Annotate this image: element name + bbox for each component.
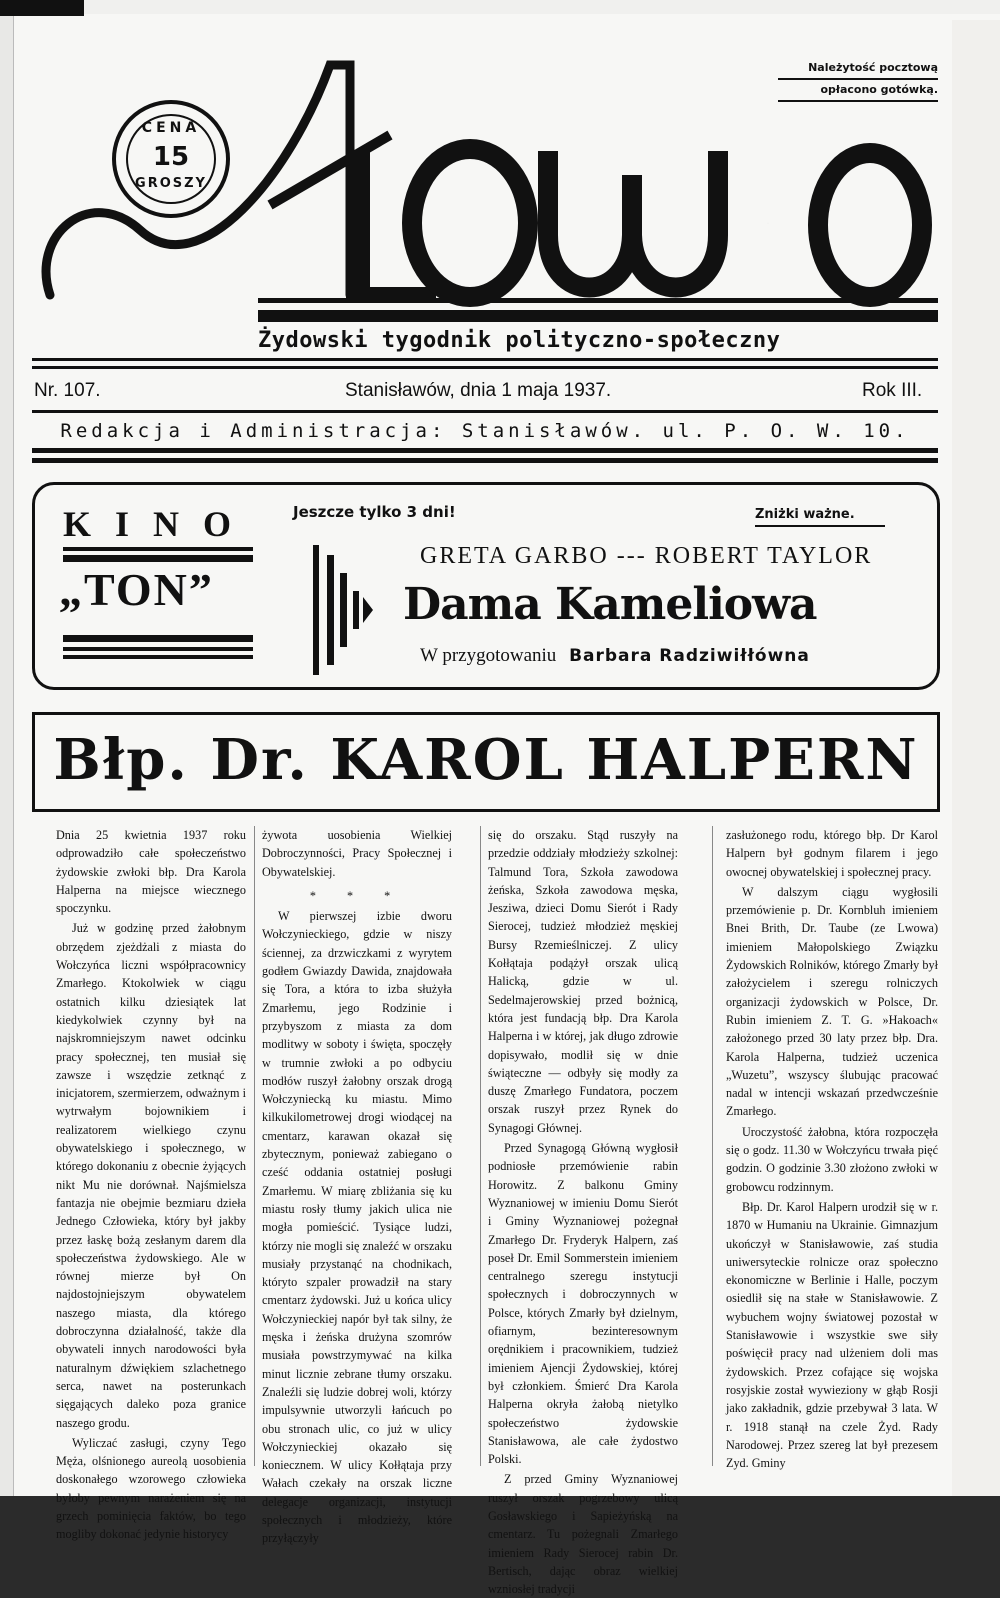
ad-ton-rule (63, 647, 253, 651)
ad-kino-rule (63, 547, 253, 551)
price-stamp-label: CENA (116, 120, 226, 136)
postal-notice (778, 58, 938, 102)
cinema-advertisement (32, 482, 940, 690)
masthead-rule (32, 366, 938, 369)
article-paragraph: W dalszym ciągu wygłosili przemówienie p. Dr. Kornbluh imieniem Bnei Brith, Dr. Taube (ze Lwowa) imieniem Małopolskiego Związku Żydowskich Rolników, którego Zmarły był założycielem i szeregu rolniczych organizacji żydowskich w Polsce, Dr. Rubin imieniem Z. T. G. »Hakoach« założonego przed 30 laty przez błp. Dra. Karola Halperna, tudzież uczenica „Wuzetu”, wszyscy ślubując pracować nadal w intencji wskazań przedwcześnie Zmarłego. (726, 883, 938, 1121)
address-rule (32, 448, 938, 453)
address-rule (32, 410, 938, 413)
headline-frame (32, 712, 940, 812)
article-paragraph: Przed Synagogą Główną wygłosił podniosłe przemówienie rabin Horowitz. Z balkonu Gminy Wyznaniowej w imieniu Domu Sierót i Gminy Wyznaniowej pożegnał Zmarłego Dr. Fryderyk Halpern, zaś poseł Dr. Emil Sommerstein imieniem centralnego szeregu instytucji społecznych i dobroczynnych w Polsce, których Zmarły był dzielnym, ofiarnym, bezinteresownym orędnikiem i pracownikiem, tudzież imieniem Ajencji Żydowskiej, której był członkiem. Śmierć Dra Karola Halperna okryła żałobą nietylko społeczeństwo żydowskie Stanisławowa, ale całe żydostwo Polski. (488, 1139, 678, 1468)
price-stamp-unit: GROSZY (116, 176, 226, 191)
page-top-edge (0, 0, 1000, 14)
ad-kino-rule (63, 555, 253, 562)
ad-upcoming-label: W przygotowaniu (420, 645, 556, 666)
ad-cinema-name: „TON” (59, 563, 214, 616)
masthead-subtitle: Żydowski tygodnik polityczno-społeczny (258, 328, 938, 353)
postal-notice-line: Należytość pocztową (778, 58, 938, 80)
price-stamp-value: 15 (116, 142, 226, 172)
postal-notice-line: opłacono gotówką. (778, 80, 938, 102)
page-left-edge (0, 0, 14, 1496)
editorial-address: Redakcja i Administracja: Stanisławów. ul. P. O. W. 10. (32, 420, 938, 442)
article-paragraph: Błp. Dr. Karol Halpern urodził się w r. 1870 w Humaniu na Ukrainie. Gimnazjum ukończył w Stanisławowie, zaś studia uniwersyteckie rolnicze oraz społeczno ekonomiczne w Berlinie i Halle, poczym osiedlił się na stałe w Stanisławowie. Z wybuchem wojny światowej pozostał w Stanisławowie i wszystkie swe siły poświęcił pracy nad ulżeniem doli mas żydowskich. Przez cofające się wojska rosyjskie został wywieziony w głąb Rosji jako zakładnik, gdzie przebywał 3 lata. W r. 1918 stanął na czele Żyd. Rady Narodowej. Przez szereg lat był prezesem Zyd. Gminy (726, 1198, 938, 1472)
article-paragraph: zasłużonego rodu, którego błp. Dr Karol Halpern był godnym filarem i jego owocnej obywatelskiej i społecznej pracy. (726, 826, 938, 881)
scan-corner-mark (0, 0, 84, 16)
masthead-rule (258, 298, 938, 303)
headline: Błp. Dr. KAROL HALPERN (35, 727, 937, 793)
cinema-emblem-icon (313, 545, 373, 675)
ad-film-title: Dama Kameliowa (403, 579, 817, 630)
ad-ton-rule (63, 655, 253, 659)
column-rule (480, 826, 481, 1466)
ad-upcoming (420, 645, 810, 667)
ad-ton-rule (63, 635, 253, 642)
article-paragraph: Już w godzinę przed żałobnym obrzędem zjeżdżali z miasta do Wołczyńca liczni współpracownicy Zmarłego. Ktokolwiek w ciągu ostatnich kilku dziesiątek lat kiedykolwiek czynny był na najskromniejszym nawet odcinku pracy społecznej, ten musiał się zawsze i wszędzie zetknąć z inicjatorem, szermierzem, odważnym i wytrwałym bojownikiem i realizatorem wielkiego czynu obywatelskiego i społecznego, w którego dokonaniu z obecnie żyjących nikt Mu nie dorównał. Najśmielsza fantazja nie obejmie bezmiaru dzieła Jednego Człowieka, który był jakby przez łaskę bożą zesłanym darem dla społeczeństwa żydowskiego. Ale w równej mierze był On najdostojniejszym obywatelem naszego miasta, dla którego dobroczynna działalność, także dla obywateli innych narodowości była naturalnym dźwiękiem szlachetnego serca, nawet na posterunkach sięgających daleko poza granice naszego grodu. (56, 919, 246, 1431)
article-paragraph: żywota uosobienia Wielkiej Dobroczynności, Pracy Społecznej i Obywatelskiej. (262, 826, 452, 881)
price-stamp (112, 100, 230, 218)
ad-kino: KINO (63, 503, 255, 545)
article-paragraph: Dnia 25 kwietnia 1937 roku odprowadziło całe społeczeństwo żydowskie zwłoki błp. Dra Karola Halperna na miejsce wiecznego spoczynku. (56, 826, 246, 917)
ad-upcoming-title: Barbara Radziwiłłówna (569, 646, 810, 666)
ad-starring: GRETA GARBO --- ROBERT TAYLOR (420, 543, 872, 570)
article-column-4 (726, 826, 938, 1466)
article-paragraph: się do orszaku. Stąd ruszyły na przedzie oddziały młodzieży szkolnej: Talmund Tora, Szkoła zawodowa żeńska, Szkoła zawodowa męska, Jesziwa, dzieci Domu Sierót i Rady Sierocej, tudzież młodzież męskiej Bursy Rzemieślniczej. Z ulicy Kołłątaja podążył orszak ulicą Halicką, gdzie w ul. Sedelmajerowskiej przed bożnicą, która jest fundacją błp. Dra Karola Halperna i w której, jak długo zdrowie dopisywało, modlił się w dnie świąteczne — odbyły się modły za duszę Zmarłego Fundatora, poczem orszak ruszył przez Rynek do Synagogi Głównej. (488, 826, 678, 1137)
adjacent-page-margin (952, 20, 1000, 1496)
column-rule (712, 826, 713, 1466)
column-rule (254, 826, 255, 1466)
section-break: * * * (262, 887, 452, 905)
address-rule (32, 458, 938, 463)
masthead-rule (258, 310, 938, 322)
article-column-3 (488, 826, 678, 1466)
masthead-rule (32, 358, 938, 361)
volume-year: Rok III. (862, 380, 922, 402)
article-paragraph: Wyliczać zasługi, czyny Tego Męża, olśnionego aureolą uosobienia doskonałego wzorowego człowieka byłoby pewnym narażeniem się na grzech pominięcia faktów, bo tego mogliby dokonać jedynie historycy (56, 1434, 246, 1544)
article-column-2 (262, 826, 452, 1466)
article-paragraph: Z przed Gminy Wyznaniowej ruszył orszak pogrzebowy ulicą Gosławskiego i Sapieżyńską na cmentarz. Tu pożegnali Zmarłego imieniem Rady Sierocej rabin Dr. Bertisch, dając obraz wielkiej wzniosłej tradycji (488, 1470, 678, 1598)
place-date: Stanisławów, dnia 1 maja 1937. (345, 380, 611, 402)
ad-discount-note: Zniżki ważne. (755, 507, 855, 522)
article-column-1 (56, 826, 246, 1466)
ad-discount-underline (755, 525, 885, 527)
article-paragraph: Uroczystość żałobna, która rozpoczęła się o godz. 11.30 w Wołczyńcu trwała pięć godzin. O godzinie 3.30 złożono zwłoki w grobowcu rodzinnym. (726, 1123, 938, 1196)
issue-number: Nr. 107. (34, 380, 101, 402)
masthead-logo-final-letter (720, 140, 930, 310)
article-paragraph: W pierwszej izbie dworu Wołczynieckiego, gdzie w niszy ściennej, za drzwiczkami z wyrytem godłem Gwiazdy Dawida, znajdowała się Tora, a która to izba służyła Zmarłemu, jego Rodzinie i przybyszom z miasta za dom modlitwy w soboty i święta, spoczęły w trumnie zwłoki a po odbyciu modłów ruszył żałobny orszak drogą Wołczyniecką ku miastu. Mimo kilkukilometrowej drogi wiodącej na cmentarz, karawan okazał się zbytecznym, ponieważ zabiegano o cześć oddania ostatniej posługi Zmarłemu. W miarę zbliżania się ku miastu rosły tłumy jakich ulica nie mogła pomieścić. Tysiące ludzi, którzy nie mogli się znaleźć w orszaku musiały przystanąć na chodnikach, któryto szpaler prowadził na stary cmentarz żydowski. Już u końca ulicy Wołczynieckiej napór był tak silny, że męska i żeńska drużyna szomrów musiała powstrzymywać na kilka minut licznie zebrane tłumy orszaku. Znaleźli się ludzie dobrej woli, którzy impulsywnie utworzyli łańcuch po obu stronach ulic, co już w ulicy Wołczynieckiej okazało się koniecznem. W ulicy Kołłątaja przy Wałach czekały na orszak liczne delegacje organizacji, instytucji społecznych i młodzieży, które przyłączyły (262, 907, 452, 1547)
ad-only-days: Jeszcze tylko 3 dni! (293, 503, 456, 521)
